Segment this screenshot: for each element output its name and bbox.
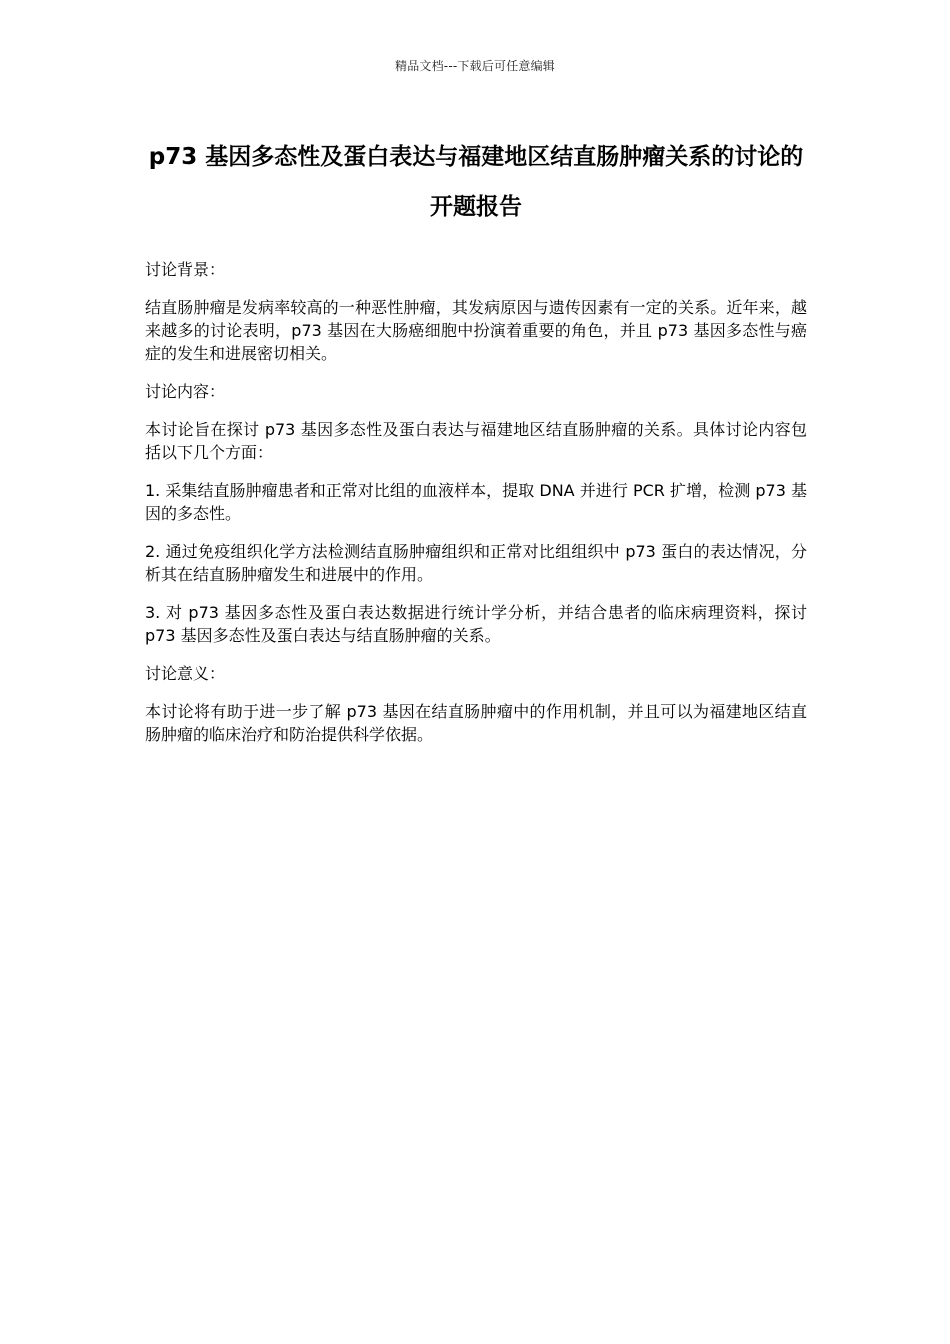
content-item-3: 3. 对 p73 基因多态性及蛋白表达数据进行统计学分析，并结合患者的临床病理资料，探讨 p73 基因多态性及蛋白表达与结直肠肿瘤的关系。 xyxy=(145,603,807,645)
document-body xyxy=(145,258,807,761)
document-title: p73 基因多态性及蛋白表达与福建地区结直肠肿瘤关系的讨论的开题报告 xyxy=(148,144,804,220)
background-paragraph: 结直肠肿瘤是发病率较高的一种恶性肿瘤，其发病原因与遗传因素有一定的关系。近年来，越来越多的讨论表明，p73 基因在大肠癌细胞中扮演着重要的角色，并且 p73 基因多态性与癌症的发生和进展密切相关。 xyxy=(145,298,807,363)
background-heading: 讨论背景： xyxy=(145,260,226,279)
header-note: 精品文档---下载后可任意编辑 xyxy=(395,59,555,73)
content-heading: 讨论内容： xyxy=(145,382,226,401)
content-item-2: 2. 通过免疫组织化学方法检测结直肠肿瘤组织和正常对比组组织中 p73 蛋白的表达情况，分析其在结直肠肿瘤发生和进展中的作用。 xyxy=(145,542,807,584)
significance-paragraph: 本讨论将有助于进一步了解 p73 基因在结直肠肿瘤中的作用机制，并且可以为福建地区结直肠肿瘤的临床治疗和防治提供科学依据。 xyxy=(145,702,807,744)
content-item-1: 1. 采集结直肠肿瘤患者和正常对比组的血液样本，提取 DNA 并进行 PCR 扩增，检测 p73 基因的多态性。 xyxy=(145,481,807,523)
significance-heading: 讨论意义： xyxy=(145,664,226,683)
content-intro-paragraph: 本讨论旨在探讨 p73 基因多态性及蛋白表达与福建地区结直肠肿瘤的关系。具体讨论内容包括以下几个方面： xyxy=(145,420,807,462)
